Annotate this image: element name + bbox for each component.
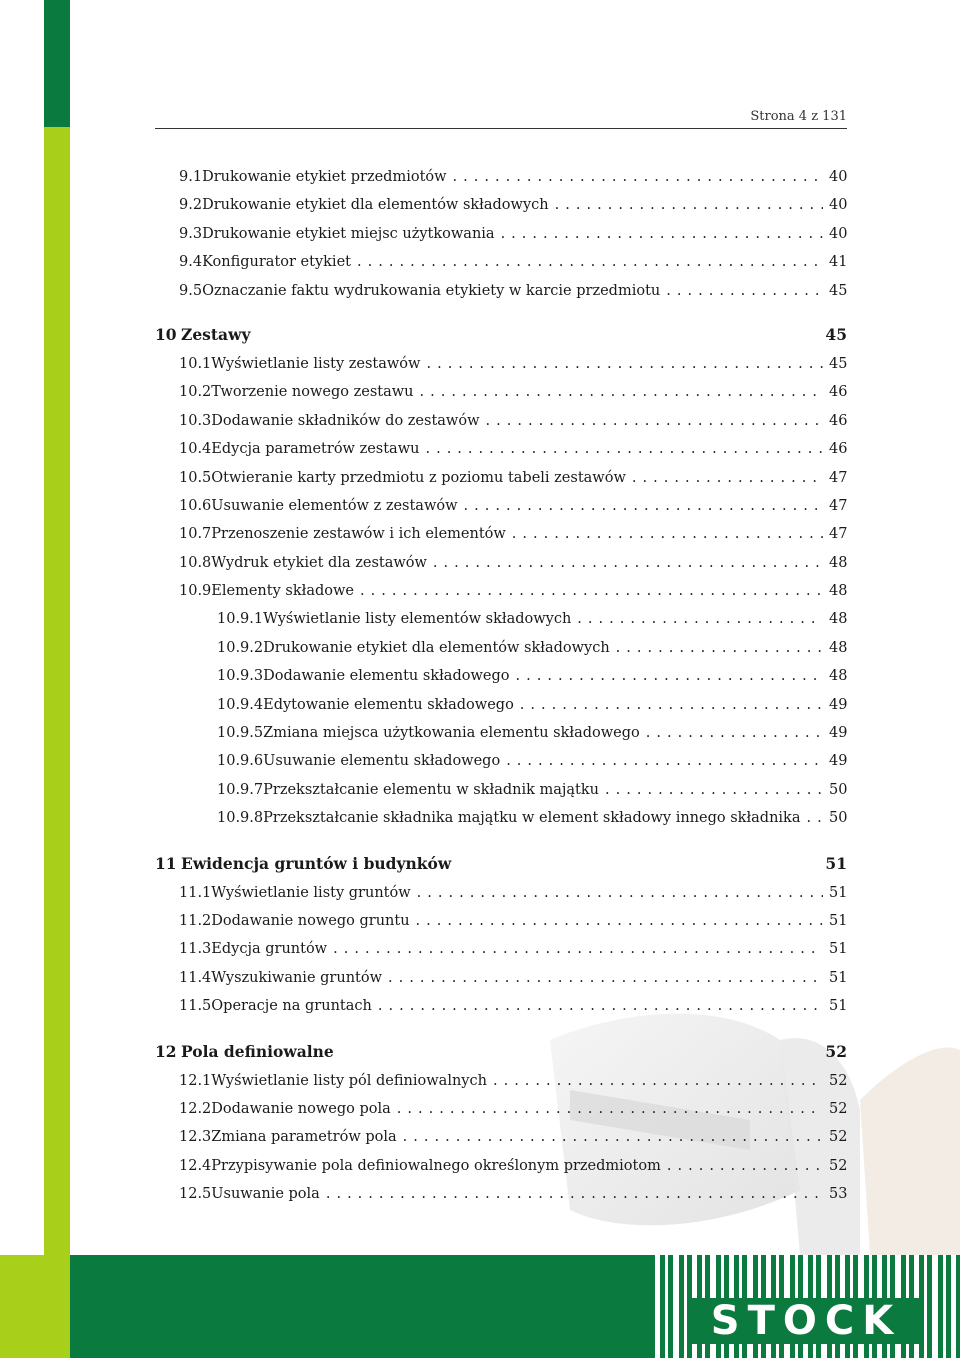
toc-entry[interactable]: 9.5 Oznaczanie faktu wydrukowania etykiety w karcie przedmiotu . . . 45 [155,277,847,305]
toc-entry[interactable]: 11.1 Wyświetlanie listy gruntów . . . 51 [155,879,847,907]
toc-entry[interactable]: 9.2 Drukowanie etykiet dla elementów składowych . . . 40 [155,191,847,219]
header-rule [155,128,847,129]
page-indicator: Strona 4 z 131 [750,109,847,124]
toc-subentry[interactable]: 10.9.6 Usuwanie elementu składowego . . . 49 [155,747,847,775]
toc-entry[interactable]: 10.2 Tworzenie nowego zestawu . . . 46 [155,378,847,406]
toc-entry[interactable]: 9.3 Drukowanie etykiet miejsc użytkowania . . . 40 [155,220,847,248]
toc-subentry[interactable]: 10.9.1 Wyświetlanie listy elementów składowych . . . 48 [155,605,847,633]
toc-entry[interactable]: 12.2 Dodawanie nowego pola . . . 52 [155,1095,847,1123]
decor-bar-dark [44,0,70,127]
toc-subentry[interactable]: 10.9.3 Dodawanie elementu składowego . . . 48 [155,662,847,690]
toc-entry[interactable]: 12.4 Przypisywanie pola definiowalnego określonym przedmiotom . . . 52 [155,1152,847,1180]
toc-chapter-12[interactable]: 12 Pola definiowalne 52 [155,1041,847,1061]
table-of-contents [155,163,847,1209]
toc-entry[interactable]: 10.3 Dodawanie składników do zestawów . . . 46 [155,407,847,435]
decor-bar-lime [44,127,70,1255]
toc-entry[interactable]: 9.4 Konfigurator etykiet . . . 41 [155,248,847,276]
toc-entry[interactable]: 9.1 Drukowanie etykiet przedmiotów . . . 40 [155,163,847,191]
toc-section-11 [155,879,847,1021]
toc-section-12 [155,1067,847,1209]
toc-subentry[interactable]: 10.9.8 Przekształcanie składnika majątku w element składowy innego składnika . . . 50 [155,804,847,832]
stock-logo: STOCK [690,1298,922,1344]
toc-subentry[interactable]: 10.9.4 Edytowanie elementu składowego . . . 49 [155,691,847,719]
toc-entry[interactable]: 10.6 Usuwanie elementów z zestawów . . . 47 [155,492,847,520]
toc-entry[interactable]: 12.1 Wyświetlanie listy pól definiowalnych . . . 52 [155,1067,847,1095]
toc-section-10 [155,350,847,606]
toc-chapter-11[interactable]: 11 Ewidencja gruntów i budynków 51 [155,853,847,873]
toc-entry[interactable]: 11.2 Dodawanie nowego gruntu . . . 51 [155,907,847,935]
toc-entry[interactable]: 10.9 Elementy składowe . . . 48 [155,577,847,605]
toc-chapter-10[interactable]: 10 Zestawy 45 [155,324,847,344]
footer-lime-block [0,1255,70,1358]
toc-entry[interactable]: 11.5 Operacje na gruntach . . . 51 [155,992,847,1020]
toc-subentry[interactable]: 10.9.2 Drukowanie etykiet dla elementów składowych . . . 48 [155,634,847,662]
toc-entry[interactable]: 10.7 Przenoszenie zestawów i ich elementów . . . 47 [155,520,847,548]
toc-entry[interactable]: 12.3 Zmiana parametrów pola . . . 52 [155,1123,847,1151]
toc-section-9 [155,163,847,305]
toc-entry[interactable]: 11.3 Edycja gruntów . . . 51 [155,935,847,963]
toc-section-10-9 [155,605,847,832]
toc-entry[interactable]: 10.8 Wydruk etykiet dla zestawów . . . 48 [155,549,847,577]
toc-entry[interactable]: 12.5 Usuwanie pola . . . 53 [155,1180,847,1208]
toc-subentry[interactable]: 10.9.7 Przekształcanie elementu w składnik majątku . . . 50 [155,776,847,804]
toc-entry[interactable]: 10.1 Wyświetlanie listy zestawów . . . 45 [155,350,847,378]
toc-entry[interactable]: 10.5 Otwieranie karty przedmiotu z poziomu tabeli zestawów . . . 47 [155,464,847,492]
toc-entry[interactable]: 10.4 Edycja parametrów zestawu . . . 46 [155,435,847,463]
toc-subentry[interactable]: 10.9.5 Zmiana miejsca użytkowania elementu składowego . . . 49 [155,719,847,747]
toc-entry[interactable]: 11.4 Wyszukiwanie gruntów . . . 51 [155,964,847,992]
